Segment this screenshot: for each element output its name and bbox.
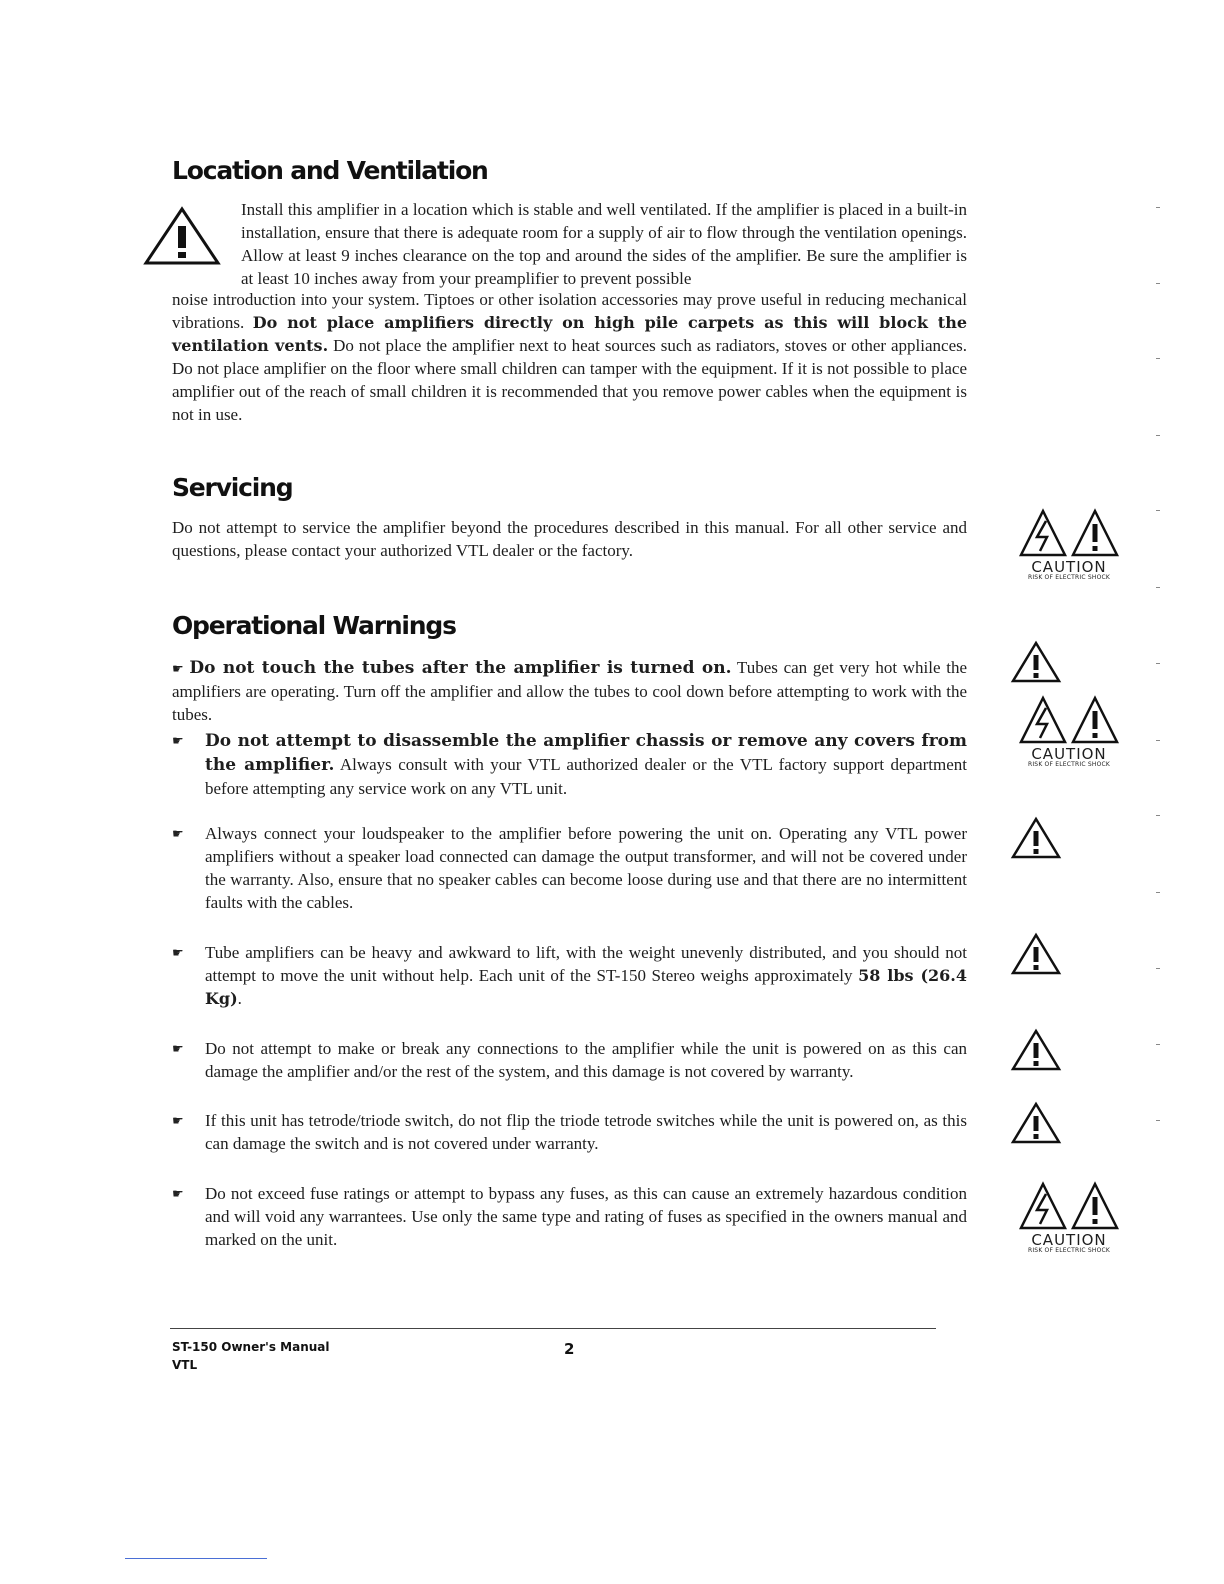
- location-paragraph-body: noise introduction into your system. Tiptoes or other isolation accessories may prove useful in reducing mechanical vibrations. Do not place amplifiers directly on high pile carpets as this will block the ventilation vents. Do not place the amplifier next to heat sources such as radiators, stoves or other appliances. Do not place amplifier on the floor where small children can tamper with the equipment. If it is not possible to place amplifier out of the reach of small children it is recommended that you remove power cables when the equipment is not in use.: [172, 290, 968, 424]
- location-ventilation-heading: Location and Ventilation: [172, 156, 488, 185]
- margin-mark: [1156, 1044, 1160, 1045]
- warning-item-tubes: ☛ Do not touch the tubes after the amplifier is turned on. Tubes can get very hot while the amplifiers are operating. Turn off the amplifier and allow the tubes to cool down before attempting to work with the tubes.: [172, 658, 968, 724]
- margin-mark: [1156, 815, 1160, 816]
- pointing-hand-icon: ☛: [172, 1042, 184, 1057]
- footer-divider: [170, 1328, 936, 1329]
- margin-mark: [1156, 283, 1160, 284]
- margin-mark: [1156, 663, 1160, 664]
- margin-mark: [1156, 740, 1160, 741]
- caution-word: CAUTION: [1031, 1231, 1107, 1249]
- warning-triangle-icon: [143, 206, 221, 266]
- margin-mark: [1156, 510, 1160, 511]
- margin-mark: [1156, 892, 1160, 893]
- caution-subtext: RISK OF ELECTRIC SHOCK: [1027, 1247, 1111, 1254]
- page-number: 2: [564, 1340, 575, 1358]
- caution-electric-shock-label: [1015, 507, 1123, 582]
- servicing-paragraph: Do not attempt to service the amplifier beyond the procedures described in this manual. For all other service and questions, please contact your authorized VTL dealer or the factory.: [172, 518, 967, 560]
- bottom-link-underline: [125, 1558, 267, 1559]
- warning-triangle-icon: [1010, 1028, 1062, 1072]
- operational-warnings-heading: Operational Warnings: [172, 611, 456, 640]
- pointing-hand-icon: ☛: [172, 734, 184, 749]
- caution-subtext: RISK OF ELECTRIC SHOCK: [1027, 574, 1111, 581]
- electric-shock-triangle-icon: [1015, 1180, 1123, 1232]
- caution-word: CAUTION: [1031, 558, 1107, 576]
- pointing-hand-icon: ☛: [172, 1187, 184, 1202]
- electric-shock-triangle-icon: [1015, 507, 1123, 559]
- warning-triangle-icon: [1010, 932, 1062, 976]
- footer-brand: VTL: [172, 1358, 198, 1372]
- warning-triangle-icon: [1010, 1101, 1062, 1145]
- warning-item-connections: Do not attempt to make or break any connections to the amplifier while the unit is powered on as this can damage the amplifier and/or the rest of the system, and this damage is not covered by warranty.: [205, 1039, 967, 1081]
- warning-item-triode-switch: If this unit has tetrode/triode switch, do not flip the triode tetrode switches while the unit is powered on, as this can damage the switch and is not covered under warranty.: [205, 1111, 967, 1153]
- carpet-warning-bold: Do not place amplifiers directly on high pile carpets as this will block the ventilation vents.: [172, 313, 968, 355]
- margin-mark: [1156, 207, 1160, 208]
- margin-mark: [1156, 358, 1160, 359]
- location-paragraph-intro: Install this amplifier in a location which is stable and well ventilated. If the amplifier is placed in a built-in installation, ensure that there is adequate room for a supply of air to flow through the ventilation openings. Allow at least 9 inches clearance on the top and around the sides of the amplifier. Be sure the amplifier is at least 10 inches away from your preamplifier to prevent possible: [241, 200, 967, 288]
- margin-mark: [1156, 587, 1160, 588]
- caution-subtext: RISK OF ELECTRIC SHOCK: [1027, 761, 1111, 768]
- warning-triangle-icon: [1010, 640, 1062, 684]
- footer-manual-title: ST-150 Owner's Manual: [172, 1340, 330, 1354]
- pointing-hand-icon: ☛: [172, 827, 184, 842]
- caution-word: CAUTION: [1031, 745, 1107, 763]
- pointing-hand-icon: ☛: [172, 1114, 184, 1129]
- margin-mark: [1156, 435, 1160, 436]
- warning-item-disassemble: Do not attempt to disassemble the amplifier chassis or remove any covers from the amplifier. Always consult with your VTL authorized dealer or the VTL factory support department before attempting any service work on any VTL unit.: [205, 731, 968, 798]
- warning-item-fuses: Do not exceed fuse ratings or attempt to bypass any fuses, as this can cause an extremely hazardous condition and will void any warrantees. Use only the same type and rating of fuses as specified in the owners manual and marked on the unit.: [205, 1184, 967, 1249]
- electric-shock-triangle-icon: [1015, 694, 1123, 746]
- margin-mark: [1156, 1120, 1160, 1121]
- warning-item-heavy: Tube amplifiers can be heavy and awkward to lift, with the weight unevenly distributed, and you should not attempt to move the unit without help. Each unit of the ST-150 Stereo weighs approximately 58 lbs (26.4 Kg).: [205, 943, 967, 1008]
- warning-triangle-icon: [1010, 816, 1062, 860]
- servicing-heading: Servicing: [172, 473, 293, 502]
- margin-mark: [1156, 968, 1160, 969]
- caution-electric-shock-label: [1015, 694, 1123, 769]
- pointing-hand-icon: ☛: [172, 946, 184, 961]
- pointing-hand-icon: ☛: [172, 661, 184, 676]
- warning-item-loudspeaker: Always connect your loudspeaker to the amplifier before powering the unit on. Operating any VTL power amplifiers without a speaker load connected can damage the output transformer, and will not be covered under the warranty. Also, ensure that no speaker cables can become loose during use and that there are no intermittent faults with the cables.: [205, 824, 967, 912]
- caution-electric-shock-label: [1015, 1180, 1123, 1255]
